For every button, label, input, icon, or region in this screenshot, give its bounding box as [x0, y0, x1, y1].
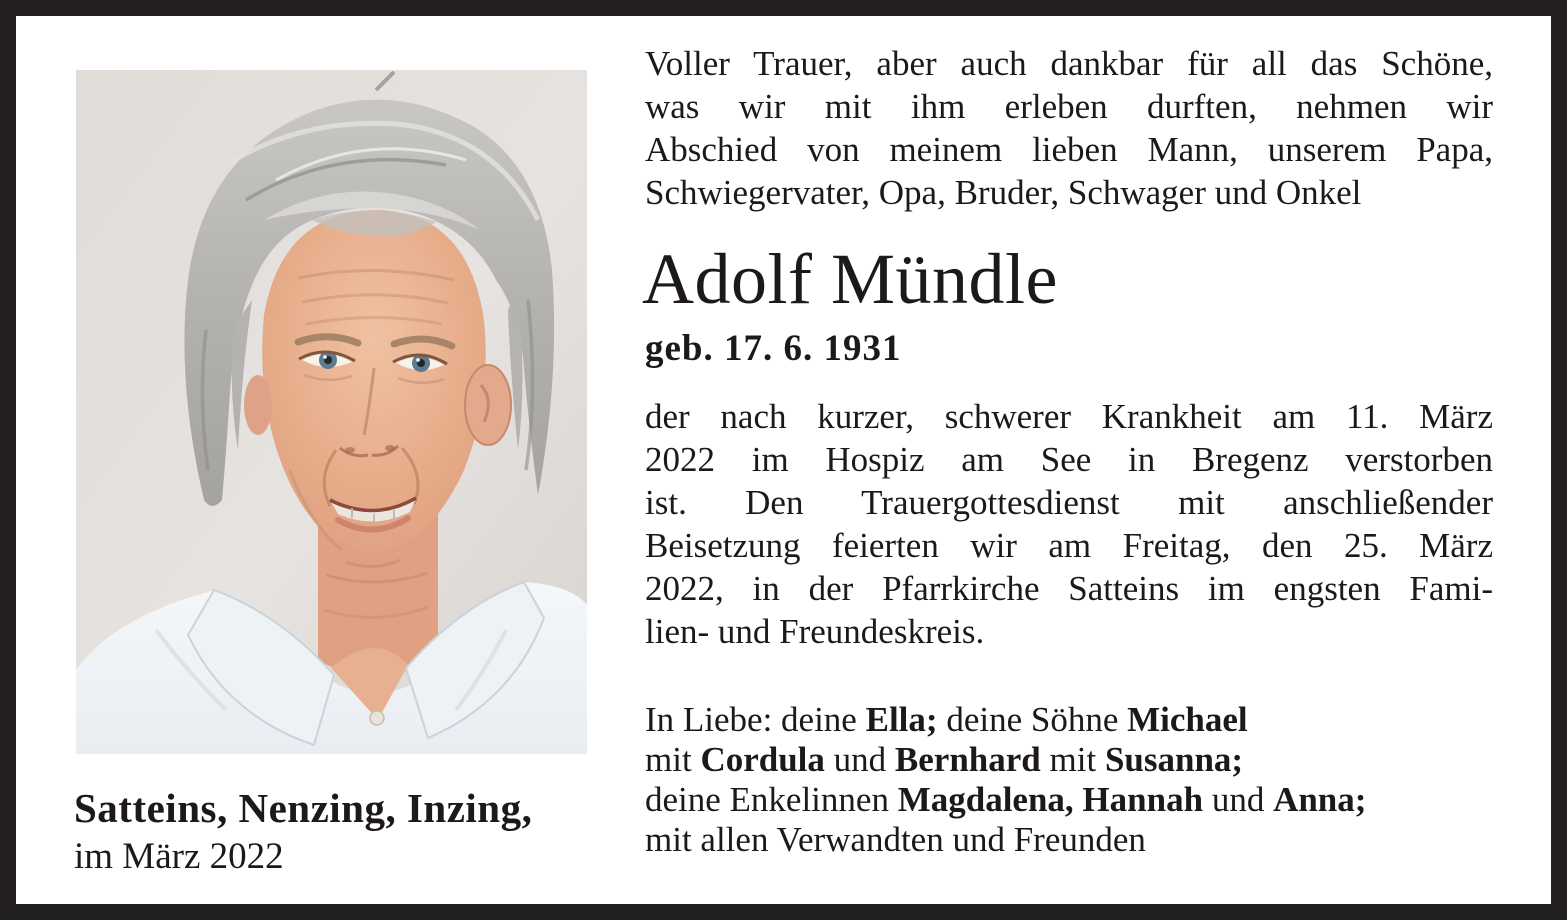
announcement-paragraph — [645, 395, 1493, 653]
text-line: deine Enkelinnen Magdalena, Hannah und Anna; — [645, 780, 1367, 819]
birth-date: geb. 17. 6. 1931 — [645, 328, 902, 369]
intro-paragraph — [645, 42, 1493, 214]
date-line: im März 2022 — [74, 836, 284, 877]
portrait-illustration — [76, 70, 587, 754]
left-ear — [244, 375, 272, 435]
text-line: In Liebe: deine Ella; deine Söhne Michael — [645, 700, 1248, 739]
portrait-photo — [76, 70, 587, 754]
deceased-name: Adolf Mündle — [642, 239, 1058, 319]
text-line: Abschied von meinem lieben Mann, unserem Papa, — [645, 130, 1493, 169]
text-line: Voller Trauer, aber auch dankbar für all das Schöne, — [645, 44, 1493, 83]
farewell-paragraph — [645, 700, 1515, 860]
text-line: Beisetzung feierten wir am Freitag, den 25. März — [645, 526, 1493, 565]
text-line: mit Cordula und Bernhard mit Susanna; — [645, 740, 1244, 779]
text-line: mit allen Verwandten und Freunden — [645, 820, 1146, 859]
text-line: was wir mit ihm erleben durften, nehmen wir — [645, 87, 1493, 126]
text-line: 2022 im Hospiz am See in Bregenz verstorben — [645, 440, 1493, 479]
text-line: lien- und Freundeskreis. — [645, 612, 985, 651]
text-line: der nach kurzer, schwerer Krankheit am 11. März — [645, 397, 1493, 436]
text-line: ist. Den Trauergottesdienst mit anschließender — [645, 483, 1493, 522]
text-line: 2022, in der Pfarrkirche Satteins im engsten Fami- — [645, 569, 1493, 608]
places-line: Satteins, Nenzing, Inzing, — [74, 785, 533, 831]
text-line: Schwiegervater, Opa, Bruder, Schwager und Onkel — [645, 173, 1362, 212]
